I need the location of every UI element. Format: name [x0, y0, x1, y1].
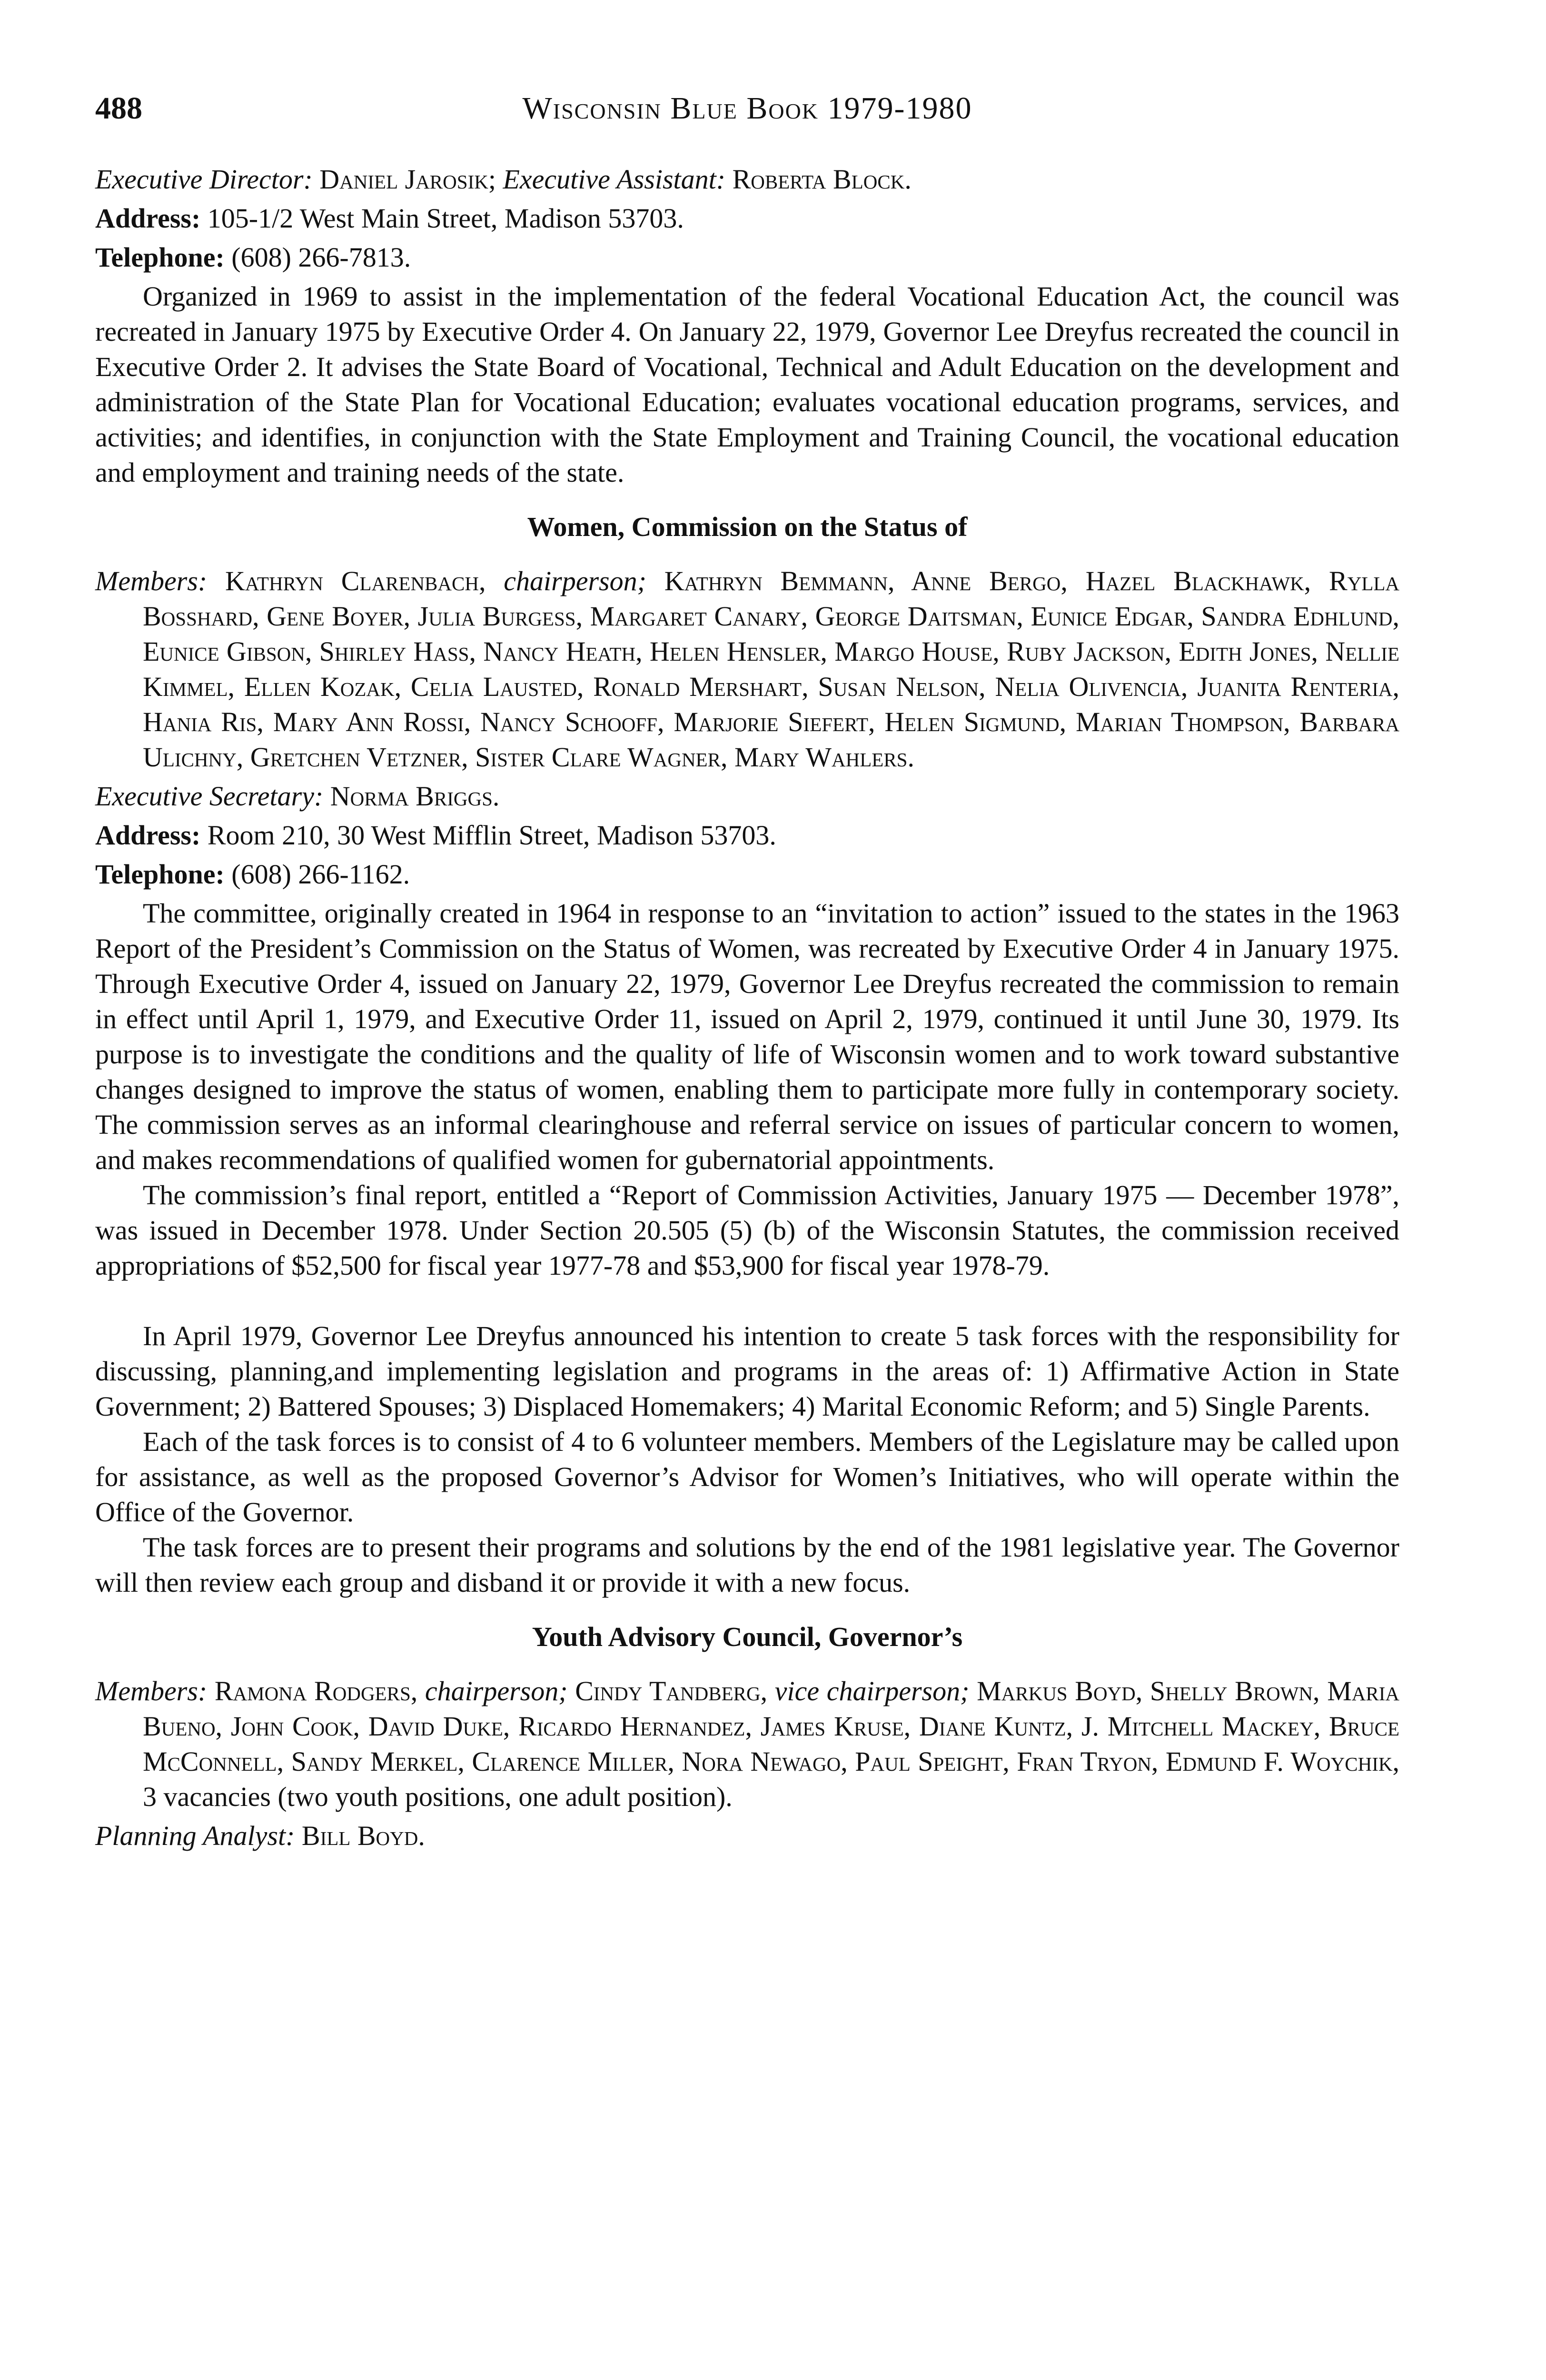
- telephone-label: Telephone:: [95, 859, 225, 890]
- women-chair-name: Kathryn Clarenbach,: [225, 565, 486, 596]
- youth-chair-name: Ramona Rodgers,: [214, 1676, 418, 1706]
- exec-assistant-label: Executive Assistant:: [503, 164, 726, 195]
- running-title: Wisconsin Blue Book 1979-1980: [522, 91, 972, 126]
- women-address-line: [95, 818, 1399, 853]
- women-paragraph-membership: Each of the task forces is to consist of 4 to 6 volunteer members. Members of the Legislature may be called upon for assistance, as well as the proposed Governor’s Advisor for Women’s Initiatives, who will operate within the Office of the Governor.: [95, 1426, 1399, 1527]
- exec-secretary-label: Executive Secretary:: [95, 781, 324, 812]
- women-paragraph-report: The commission’s final report, entitled a “Report of Commission Activities, January 1975 — December 1978”, was issued in December 1978. Under Section 20.505 (5) (b) of the Wisconsin Statutes, the commission received appropriations of $52,500 for fiscal year 1977-78 and $53,900 for fiscal year 1978-79.: [95, 1180, 1399, 1281]
- women-paragraph-timeline: The task forces are to present their programs and solutions by the end of the 1981 legislative year. The Governor will then review each group and disband it or provide it with a new focus.: [95, 1532, 1399, 1598]
- council-paragraph: Organized in 1969 to assist in the implementation of the federal Vocational Education Act, the council was recreated in January 1975 by Executive Order 4. On January 22, 1979, Governor Lee Dreyfus recreated the council in Executive Order 2. It advises the State Board of Vocational, Technical and Adult Education on the development and administration of the State Plan for Vocational Education; evaluates vocational education programs, services, and activities; and identifies, in conjunction with the State Employment and Training Council, the vocational education and employment and training needs of the state.: [95, 281, 1399, 488]
- council-telephone-line: [95, 240, 1399, 275]
- council-address-line: [95, 201, 1399, 236]
- council-telephone: (608) 266-7813.: [231, 242, 411, 273]
- youth-members-list: [95, 1674, 1399, 1815]
- women-members-list: [95, 564, 1399, 775]
- youth-vacancies: 3 vacancies (two youth positions, one adult position).: [143, 1781, 733, 1812]
- youth-analyst-line: [95, 1818, 1399, 1854]
- members-label: Members:: [95, 1676, 208, 1706]
- youth-members-names: Markus Boyd, Shelly Brown, Maria Bueno, John Cook, David Duke, Ricardo Hernandez, James Kruse, Diane Kuntz, J. Mitchell Mackey, Bruce McConnell, Sandy Merkel, Clarence Miller, Nora Newago, Paul Speight, Fran Tryon, Edmund F. Woychik,: [143, 1676, 1399, 1777]
- women-commission-heading: Women, Commission on the Status of: [527, 511, 968, 542]
- members-label: Members:: [95, 565, 208, 596]
- document-page: [95, 90, 1399, 1854]
- women-telephone: (608) 266-1162.: [231, 859, 410, 890]
- women-address: Room 210, 30 West Mifflin Street, Madison 53703.: [207, 820, 776, 851]
- youth-vice-role: vice chairperson;: [774, 1676, 970, 1706]
- address-label: Address:: [95, 203, 201, 234]
- exec-assistant-name: Roberta Block: [732, 164, 905, 195]
- women-secretary-line: [95, 779, 1399, 814]
- council-staff-line: Executive Director: Daniel Jarosik; Executive Assistant: Roberta Block.: [95, 164, 912, 195]
- exec-director-name: Daniel Jarosik: [319, 164, 488, 195]
- youth-council-heading: Youth Advisory Council, Governor’s: [532, 1621, 963, 1652]
- women-paragraph-task-forces: In April 1979, Governor Lee Dreyfus announced his intention to create 5 task forces with the responsibility for discussing, planning,and implementing legislation and programs in the areas of: 1) Affirmative Action in State Government; 2) Battered Spouses; 3) Displaced Homemakers; 4) Marital Economic Reform; and 5) Single Parents.: [95, 1320, 1399, 1422]
- planning-analyst-name: Bill Boyd.: [301, 1820, 425, 1851]
- planning-analyst-label: Planning Analyst:: [95, 1820, 295, 1851]
- page-number: 488: [95, 91, 142, 126]
- women-chair-role: chairperson;: [504, 565, 646, 596]
- youth-vice-name: Cindy Tandberg,: [575, 1676, 768, 1706]
- women-paragraph-history: The committee, originally created in 1964 in response to an “invitation to action” issued to the states in the 1963 Report of the President’s Commission on the Status of Women, was recreated by Executive Order 4 in January 1975. Through Executive Order 4, issued on January 22, 1979, Governor Lee Dreyfus recreated the commission to remain in effect until April 1, 1979, and Executive Order 11, issued on April 2, 1979, continued it until June 30, 1979. Its purpose is to investigate the conditions and the quality of life of Wisconsin women and to work toward substantive changes designed to improve the status of women, enabling them to participate more fully in contemporary society. The commission serves as an informal clearinghouse and referral service on issues of particular concern to women, and makes recommendations of qualified women for gubernatorial appointments.: [95, 898, 1399, 1175]
- exec-director-label: Executive Director:: [95, 164, 313, 195]
- women-members-names: Kathryn Bemmann, Anne Bergo, Hazel Blackhawk, Rylla Bosshard, Gene Boyer, Julia Burgess, Margaret Canary, George Daitsman, Eunice Edgar, Sandra Edhlund, Eunice Gibson, Shirley Hass, Nancy Heath, Helen Hensler, Margo House, Ruby Jackson, Edith Jones, Nellie Kimmel, Ellen Kozak, Celia Lausted, Ronald Mershart, Susan Nelson, Nelia Olivencia, Juanita Renteria, Hania Ris, Mary Ann Rossi, Nancy Schooff, Marjorie Siefert, Helen Sigmund, Marian Thompson, Barbara Ulichny, Gretchen Vetzner, Sister Clare Wagner, Mary Wahlers.: [143, 565, 1399, 773]
- youth-chair-role: chairperson;: [425, 1676, 568, 1706]
- women-telephone-line: [95, 857, 1399, 892]
- address-label: Address:: [95, 820, 201, 851]
- council-address: 105-1/2 West Main Street, Madison 53703.: [207, 203, 684, 234]
- running-header: [95, 90, 1399, 162]
- telephone-label: Telephone:: [95, 242, 225, 273]
- exec-secretary-name: Norma Briggs.: [330, 781, 500, 812]
